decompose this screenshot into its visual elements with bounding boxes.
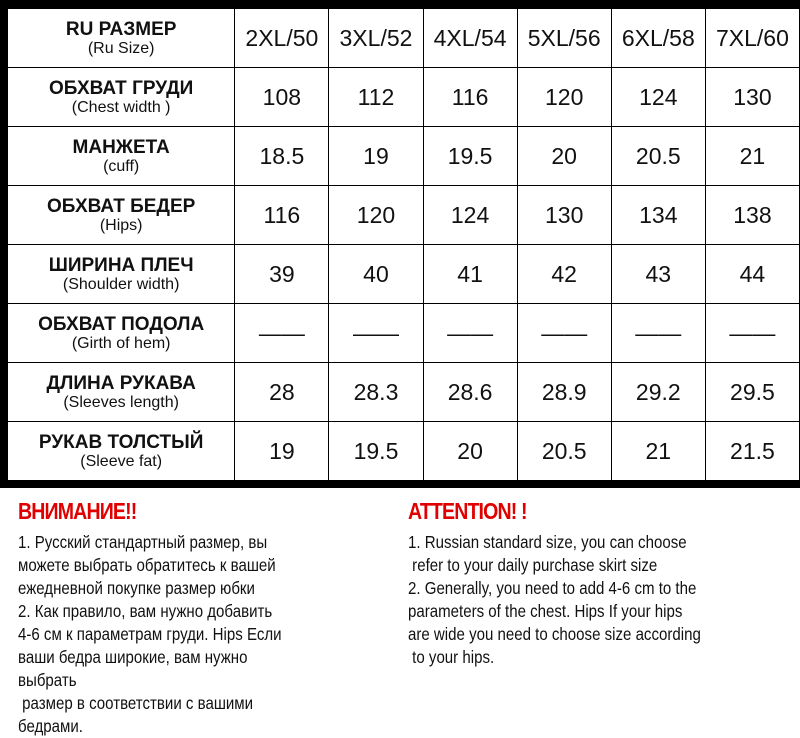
measurement-cell: 39 [235, 245, 329, 304]
measurement-cell: 130 [705, 68, 799, 127]
measurement-cell: 116 [235, 186, 329, 245]
label-russian: RU РАЗМЕР [65, 18, 177, 40]
table-row [8, 245, 800, 304]
note-line: refer to your daily purchase skirt size [408, 555, 658, 575]
row-label [8, 422, 235, 481]
table-row [8, 68, 800, 127]
size-header: 5XL/56 [517, 9, 611, 68]
measurement-cell: 29.2 [611, 363, 705, 422]
header-row [8, 9, 800, 68]
note-line: можете выбрать обратитесь к вашей [18, 555, 276, 575]
measurement-cell: 134 [611, 186, 705, 245]
measurement-cell: 28 [235, 363, 329, 422]
table-row [8, 127, 800, 186]
note-line: размер в соответствии с вашими [18, 693, 254, 713]
notes-russian-title: ВНИМАНИЕ!! [18, 498, 137, 524]
measurement-cell: 28.6 [423, 363, 517, 422]
measurement-cell: 20.5 [611, 127, 705, 186]
measurement-cell: 124 [423, 186, 517, 245]
note-line: ежедневной покупке размер юбки [18, 578, 255, 598]
row-label [8, 9, 235, 68]
note-line: бедрами. [18, 716, 83, 736]
note-line: ваши бедра широкие, вам нужно [18, 647, 248, 667]
measurement-cell: 28.9 [517, 363, 611, 422]
size-header: 3XL/52 [329, 9, 423, 68]
label-english: (Ru Size) [87, 39, 155, 57]
measurement-cell: 19 [329, 127, 423, 186]
label-russian: ОБХВАТ ГРУДИ [49, 77, 194, 99]
measurement-cell: —— [705, 304, 799, 363]
label-english: (Shoulder width) [62, 275, 180, 293]
label-russian: ШИРИНА ПЛЕЧ [48, 254, 194, 276]
label-russian: ОБХВАТ ПОДОЛА [38, 313, 205, 335]
table-row [8, 186, 800, 245]
measurement-cell: 20 [517, 127, 611, 186]
measurement-cell: 21 [705, 127, 799, 186]
table-row [8, 363, 800, 422]
label-russian: ОБХВАТ БЕДЕР [47, 195, 196, 217]
measurement-cell: 28.3 [329, 363, 423, 422]
label-english: (Sleeves length) [63, 393, 179, 411]
row-label [8, 363, 235, 422]
note-line: выбрать [18, 670, 77, 690]
measurement-cell: —— [611, 304, 705, 363]
measurement-cell: —— [517, 304, 611, 363]
label-english: (cuff) [103, 157, 140, 175]
label-russian: ДЛИНА РУКАВА [46, 372, 196, 394]
measurement-cell: 112 [329, 68, 423, 127]
table-row [8, 422, 800, 481]
note-line: 1. Russian standard size, you can choose [408, 532, 687, 552]
measurement-cell: 138 [705, 186, 799, 245]
notes-section [0, 488, 800, 736]
measurement-cell: 116 [423, 68, 517, 127]
row-label [8, 68, 235, 127]
notes-english [408, 498, 798, 669]
note-line: 2. Как правило, вам нужно добавить [18, 601, 273, 621]
measurement-cell: 120 [329, 186, 423, 245]
note-line: to your hips. [408, 647, 495, 667]
size-chart-table [7, 8, 800, 481]
label-russian: МАНЖЕТА [72, 136, 170, 158]
note-line: 2. Generally, you need to add 4-6 cm to the [408, 578, 697, 598]
label-english: (Chest width ) [71, 98, 171, 116]
label-english: (Sleeve fat) [80, 452, 163, 470]
measurement-cell: 42 [517, 245, 611, 304]
measurement-cell: 43 [611, 245, 705, 304]
measurement-cell: 44 [705, 245, 799, 304]
note-line: are wide you need to choose size according [408, 624, 701, 644]
label-russian: РУКАВ ТОЛСТЫЙ [38, 431, 204, 453]
measurement-cell: 41 [423, 245, 517, 304]
measurement-cell: 124 [611, 68, 705, 127]
note-line: 1. Русский стандартный размер, вы [18, 532, 268, 552]
measurement-cell: 40 [329, 245, 423, 304]
label-english: (Hips) [99, 216, 143, 234]
row-label [8, 127, 235, 186]
measurement-cell: 20.5 [517, 422, 611, 481]
measurement-cell: 108 [235, 68, 329, 127]
label-english: (Girth of hem) [71, 334, 171, 352]
measurement-cell: 120 [517, 68, 611, 127]
measurement-cell: 19.5 [329, 422, 423, 481]
measurement-cell: 19.5 [423, 127, 517, 186]
note-line: 4-6 см к параметрам груди. Hips Если [18, 624, 282, 644]
notes-russian [18, 498, 388, 738]
measurement-cell: —— [235, 304, 329, 363]
measurement-cell: 130 [517, 186, 611, 245]
note-line: parameters of the chest. Hips If your hips [408, 601, 683, 621]
measurement-cell: —— [423, 304, 517, 363]
row-label [8, 186, 235, 245]
measurement-cell: 18.5 [235, 127, 329, 186]
row-label [8, 245, 235, 304]
measurement-cell: 21.5 [705, 422, 799, 481]
size-header: 7XL/60 [705, 9, 799, 68]
table-row [8, 304, 800, 363]
measurement-cell: 19 [235, 422, 329, 481]
measurement-cell: 21 [611, 422, 705, 481]
measurement-cell: 29.5 [705, 363, 799, 422]
size-header: 6XL/58 [611, 9, 705, 68]
size-header: 4XL/54 [423, 9, 517, 68]
measurement-cell: —— [329, 304, 423, 363]
measurement-cell: 20 [423, 422, 517, 481]
row-label [8, 304, 235, 363]
notes-english-title: ATTENTION! ! [408, 498, 527, 524]
size-header: 2XL/50 [235, 9, 329, 68]
